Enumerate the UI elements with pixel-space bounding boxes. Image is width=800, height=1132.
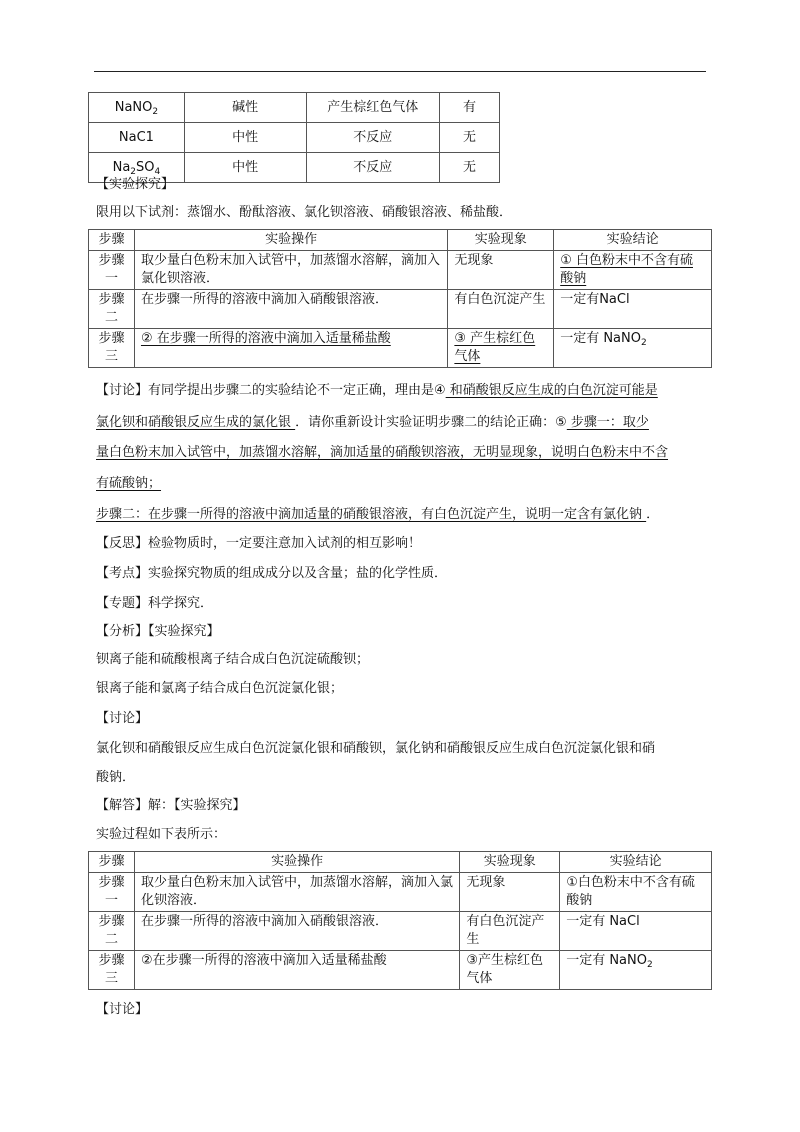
table-row	[89, 290, 712, 329]
discuss-heading-2: 【讨论】	[96, 711, 149, 726]
discuss-line-1: 【讨论】有同学提出步骤二的实验结论不一定正确，理由是④ 和硝酸银反应生成的白色沉淀可能是	[96, 383, 658, 398]
salt-reaction: 不反应	[306, 123, 440, 153]
table-row	[89, 329, 712, 368]
operation-cell: 在步骤一所得的溶液中滴加入硝酸银溶液．	[134, 912, 459, 951]
process-text: 实验过程如下表所示：	[96, 827, 227, 842]
paragraph-line-2: 酸钠．	[96, 770, 136, 785]
salt-result: 有	[440, 93, 500, 123]
table-header-row	[89, 852, 712, 873]
phenomenon-cell: ③产生棕红色气体	[460, 951, 560, 990]
barium-text: 钡离子能和硫酸根离子结合成白色沉淀硫酸钡；	[96, 652, 370, 667]
conclusion-cell: 一定有 NaNO$_2$	[554, 329, 712, 368]
zhuanti-text: 【专题】科学探究．	[96, 596, 214, 611]
experiment-table-2	[88, 851, 712, 990]
table-row: NaNO$_2$ 碱性 产生棕红色气体 有	[89, 93, 500, 123]
header-conclusion: 实验结论	[560, 852, 712, 873]
header-phenomenon: 实验现象	[460, 852, 560, 873]
salt-reaction: 产生棕红色气体	[306, 93, 440, 123]
phenomenon-cell: 有白色沉淀产生	[448, 290, 554, 329]
step-cell: 步骤 一	[89, 873, 135, 912]
discuss-line-2: 氯化钡和硝酸银反应生成的氯化银 ．请你重新设计实验证明步骤二的结论正确：⑤ 步骤一：取少	[96, 415, 649, 430]
operation-cell: 取少量白色粉末加入试管中，加蒸馏水溶解，滴加入氯化钡溶液．	[134, 873, 459, 912]
conclusion-cell: 一定有 NaNO$_2$	[560, 951, 712, 990]
header-rule	[94, 71, 706, 72]
step-cell: 步骤 二	[89, 912, 135, 951]
salt-nature: 碱性	[184, 93, 306, 123]
salt-name: NaC1	[89, 123, 185, 153]
header-step: 步骤	[89, 230, 135, 251]
table-row	[89, 951, 712, 990]
table-row	[89, 123, 500, 153]
phenomenon-cell: 无现象	[460, 873, 560, 912]
step-cell: 步骤 三	[89, 329, 135, 368]
conclusion-cell: ①白色粉末中不含有硫酸钠	[560, 873, 712, 912]
discuss-line-5: 步骤二：在步骤一所得的溶液中滴加适量的硝酸银溶液，有白色沉淀产生，说明一定含有氯化钠 ．	[96, 507, 660, 522]
phenomenon-cell: 无现象	[448, 251, 554, 290]
salt-name: NaNO	[114, 99, 153, 115]
header-phenomenon: 实验现象	[448, 230, 554, 251]
step-cell: 步骤 二	[89, 290, 135, 329]
table-row: $Na_2SO_4$ 中性 不反应 无	[89, 153, 500, 183]
salt-nature: 中性	[184, 153, 306, 183]
operation-cell: ②在步骤一所得的溶液中滴加入适量稀盐酸	[134, 951, 459, 990]
table-row	[89, 873, 712, 912]
salt-result: 无	[440, 153, 500, 183]
phenomenon-cell: 有白色沉淀产生	[460, 912, 560, 951]
salt-result: 无	[440, 123, 500, 153]
jieda-heading: 【解答】解：【实验探究】	[96, 798, 246, 813]
step-cell: 步骤 三	[89, 951, 135, 990]
operation-cell: 在步骤一所得的溶液中滴加入硝酸银溶液．	[134, 290, 447, 329]
header-step: 步骤	[89, 852, 135, 873]
salt-table	[88, 92, 500, 183]
phenomenon-cell: ③ 产生棕红色气体	[448, 329, 554, 368]
fenxi-heading: 【分析】【实验探究】	[96, 624, 220, 639]
operation-cell: 取少量白色粉末加入试管中，加蒸馏水溶解，滴加入氯化钡溶液．	[134, 251, 447, 290]
operation-cell: ② 在步骤一所得的溶液中滴加入适量稀盐酸	[134, 329, 447, 368]
salt-nature: 中性	[184, 123, 306, 153]
salt-reaction: 不反应	[306, 153, 440, 183]
conclusion-cell: 一定有 NaCl	[560, 912, 712, 951]
table-header-row	[89, 230, 712, 251]
table-row	[89, 251, 712, 290]
reagents-text: 限用以下试剂：蒸馏水、酚酞溶液、氯化钡溶液、硝酸银溶液、稀盐酸．	[96, 205, 513, 220]
conclusion-cell: ① 白色粉末中不含有硫酸钠	[554, 251, 712, 290]
discuss-line-4: 有硫酸钠；	[96, 476, 162, 491]
salt-name: Na	[112, 159, 131, 175]
kaodian-text: 【考点】实验探究物质的组成成分以及含量；盐的化学性质．	[96, 566, 448, 581]
step-cell: 步骤 一	[89, 251, 135, 290]
heading-explore: 【实验探究】	[96, 177, 175, 192]
discuss-heading-3: 【讨论】	[96, 1002, 149, 1017]
table-row	[89, 912, 712, 951]
discuss-line-3: 量白色粉末加入试管中，加蒸馏水溶解，滴加适量的硝酸钡溶液，无明显现象，说明白色粉末中不含	[96, 445, 669, 460]
silver-text: 银离子能和氯离子结合成白色沉淀氯化银；	[96, 681, 344, 696]
conclusion-cell: 一定有NaCl	[554, 290, 712, 329]
paragraph-line-1: 氯化钡和硝酸银反应生成白色沉淀氯化银和硝酸钡，氯化钠和硝酸银反应生成白色沉淀氯化银和硝	[96, 741, 656, 756]
header-conclusion: 实验结论	[554, 230, 712, 251]
experiment-table-1	[88, 229, 712, 368]
header-operation: 实验操作	[134, 230, 447, 251]
reflect-text: 【反思】检验物质时，一定要注意加入试剂的相互影响！	[96, 536, 422, 551]
header-operation: 实验操作	[134, 852, 459, 873]
